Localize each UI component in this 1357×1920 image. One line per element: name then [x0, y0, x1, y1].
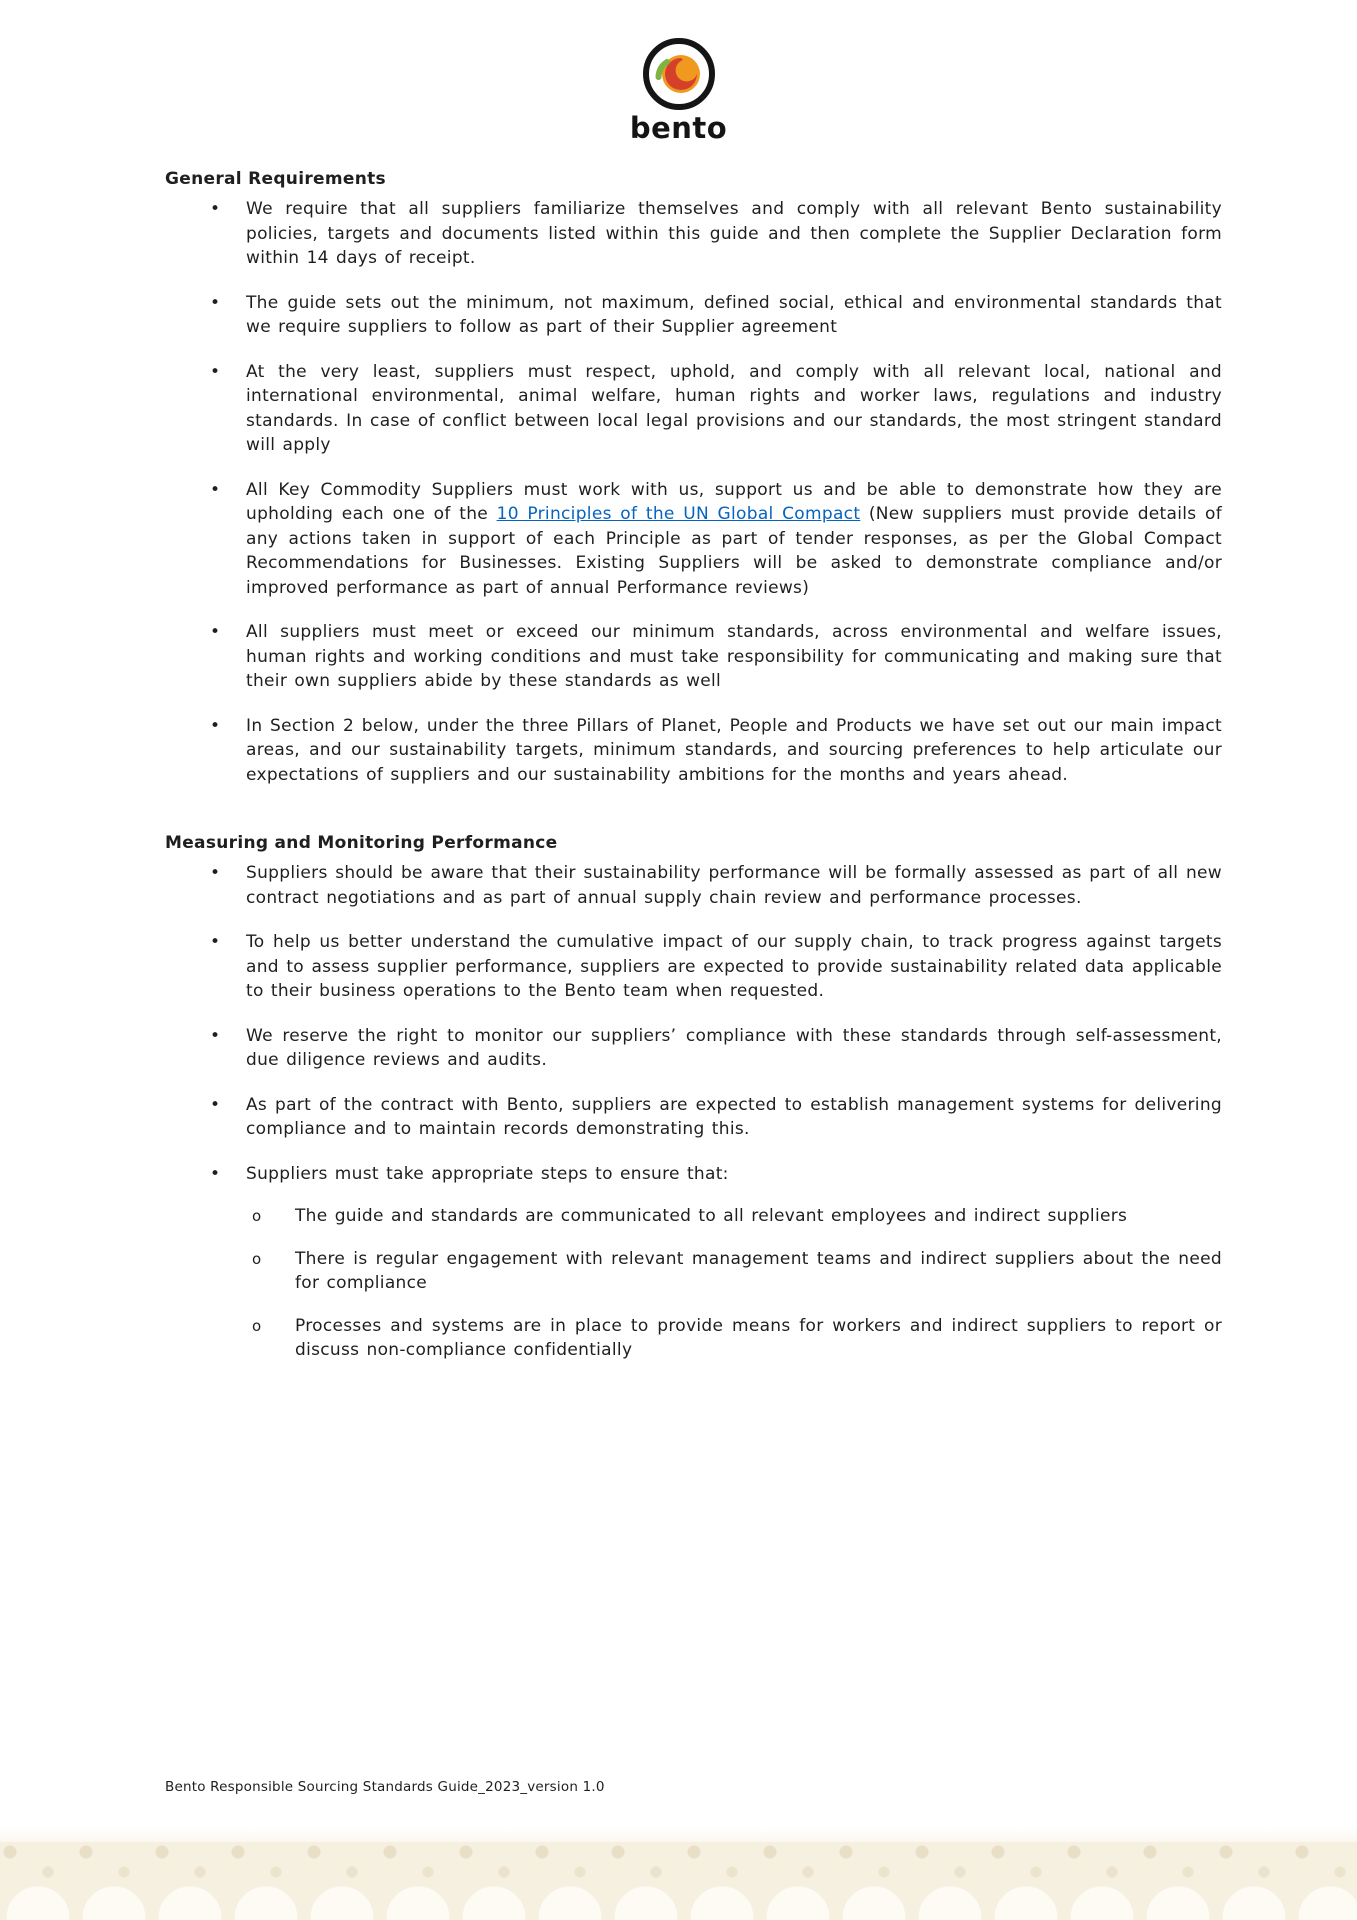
brand-logo: [0, 0, 1357, 143]
bottom-border-fade: [0, 1828, 1357, 1842]
bullet-text: The guide sets out the minimum, not maximum, defined social, ethical and environmental standards that we require suppliers to follow as part of their Supplier agreement: [246, 292, 1222, 337]
list-item: [165, 861, 1222, 910]
bullet-text-before-link: All Key Commodity Suppliers must work with us, support us and be able to demonstrate how they are upholding each one of the: [246, 479, 1222, 524]
document-footer: Bento Responsible Sourcing Standards Guide_2023_version 1.0: [165, 1779, 605, 1795]
bullet-marker: •: [210, 863, 221, 883]
section-general-requirements: [165, 169, 1222, 787]
sub-bullet-text: Processes and systems are in place to provide means for workers and indirect suppliers to report or discuss non-compliance confidentially: [295, 1315, 1222, 1360]
list-item: [165, 930, 1222, 1004]
sub-list-item: [165, 1204, 1222, 1229]
document-page: [0, 143, 1357, 1363]
bullet-text: Suppliers must take appropriate steps to ensure that:: [246, 1163, 729, 1184]
bullet-text: All suppliers must meet or exceed our minimum standards, across environmental and welfare issues, human rights and working conditions and must take responsibility for communicating and making sure that their own suppliers abide by these standards as well: [246, 622, 1222, 691]
bullet-text: We reserve the right to monitor our suppliers’ compliance with these standards through self-assessment, due diligence reviews and audits.: [246, 1025, 1222, 1070]
bullet-list: [165, 197, 1222, 787]
bullet-text: Suppliers should be aware that their sustainability performance will be formally assessed as part of all new contract negotiations and as part of annual supply chain review and performance processes.: [246, 863, 1222, 908]
sub-list-item: [165, 1314, 1222, 1363]
bullet-marker: •: [210, 715, 221, 736]
sub-bullet-text: The guide and standards are communicated to all relevant employees and indirect suppliers: [295, 1206, 1128, 1226]
list-item: [165, 478, 1222, 601]
list-item: [165, 1093, 1222, 1142]
sub-list-item: [165, 1247, 1222, 1296]
sub-bullet-marker: o: [252, 1316, 262, 1335]
bullet-marker: •: [210, 199, 221, 219]
section-heading-measuring-monitoring: Measuring and Monitoring Performance: [165, 833, 558, 853]
brand-name: bento: [629, 111, 728, 145]
list-item: [165, 714, 1222, 788]
list-item: [165, 620, 1222, 694]
un-global-compact-link[interactable]: 10 Principles of the UN Global Compact: [496, 504, 861, 524]
bullet-marker: •: [210, 622, 221, 642]
bullet-marker: •: [210, 1025, 221, 1046]
list-item: [165, 1024, 1222, 1073]
bento-logo-icon: [633, 36, 725, 114]
bullet-text: As part of the contract with Bento, suppliers are expected to establish management systems for delivering compliance and to maintain records demonstrating this.: [246, 1094, 1222, 1139]
bullet-text-after-link: (New suppliers must provide details of any actions taken in support of each Principle as part of tender responses, as per the Global Compact Recommendations for Businesses. Existing Suppliers will be asked to demonstrate compliance and/or improved performance as part of annual Performance reviews): [246, 504, 1222, 598]
bullet-text: To help us better understand the cumulative impact of our supply chain, to track progress against targets and to assess supplier performance, suppliers are expected to provide sustainability related data applicable to their business operations to the Bento team when requested.: [246, 932, 1222, 1001]
sub-bullet-marker: o: [252, 1207, 262, 1225]
bullet-marker: •: [210, 1094, 221, 1115]
bullet-text: [246, 478, 1222, 601]
bullet-marker: •: [210, 932, 221, 952]
bullet-text: In Section 2 below, under the three Pillars of Planet, People and Products we have set out our main impact areas, and our sustainability targets, minimum standards, and sourcing preferences to help articulate our expectations of suppliers and our sustainability ambitions for the months and years ahead.: [246, 715, 1222, 785]
bullet-marker: •: [210, 292, 221, 313]
bullet-marker: •: [210, 479, 221, 500]
bullet-text: We require that all suppliers familiarize themselves and comply with all relevant Bento sustainability policies, targets and documents listed within this guide and then complete the Supplier Declaration form within 14 days of receipt.: [246, 199, 1222, 268]
bullet-list: [165, 861, 1222, 1363]
section-measuring-monitoring-performance: [165, 833, 1222, 1363]
list-item: [165, 1162, 1222, 1187]
bullet-marker: •: [210, 361, 221, 382]
sub-bullet-text: There is regular engagement with relevant management teams and indirect suppliers about the need for compliance: [295, 1248, 1222, 1293]
section-heading-general-requirements: General Requirements: [165, 169, 386, 189]
bullet-text: At the very least, suppliers must respect, uphold, and comply with all relevant local, national and international environmental, animal welfare, human rights and worker laws, regulations and industry standards. In case of conflict between local legal provisions and our standards, the most stringent standard will apply: [246, 361, 1222, 455]
list-item: [165, 291, 1222, 340]
sub-bullet-marker: o: [252, 1249, 262, 1268]
decorative-bottom-border: [0, 1842, 1357, 1920]
list-item: [165, 360, 1222, 458]
list-item: [165, 197, 1222, 271]
bullet-marker: •: [210, 1163, 221, 1184]
